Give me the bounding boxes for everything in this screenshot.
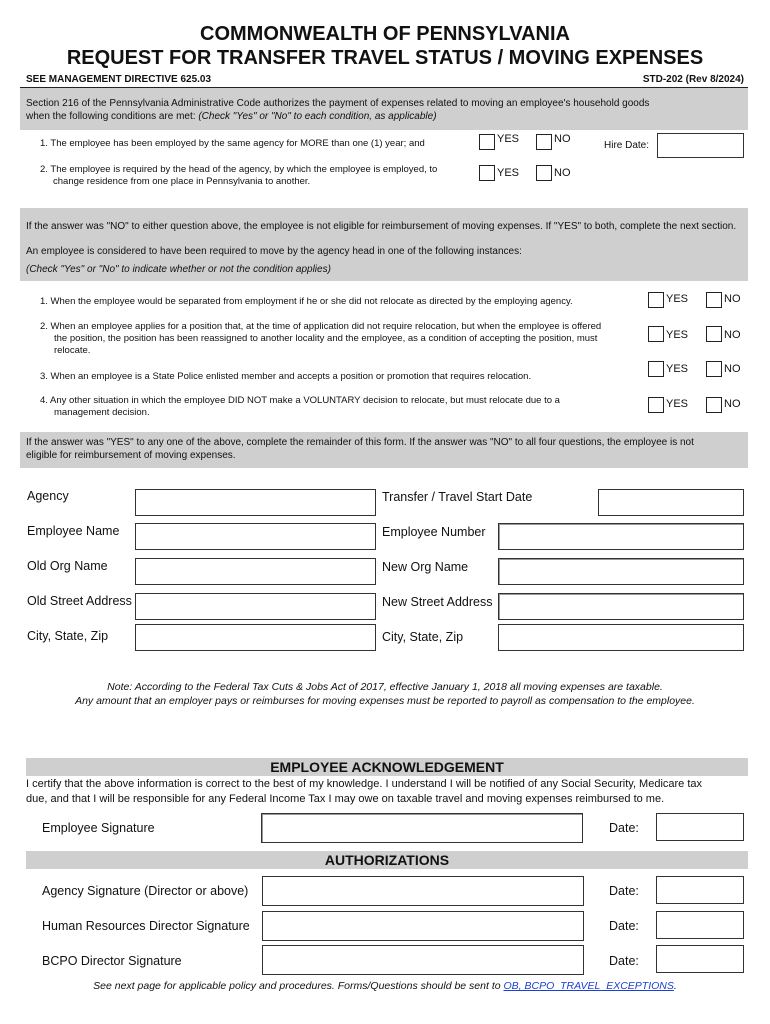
instance-q4-yes-checkbox[interactable]: [648, 397, 664, 413]
bcpo-date-field[interactable]: [656, 945, 744, 973]
employee-name-label: Employee Name: [27, 524, 120, 538]
instance-q2-yes-label: YES: [666, 329, 689, 341]
start-date-field[interactable]: [598, 489, 744, 516]
eligibility-q2-yes-checkbox[interactable]: [479, 165, 495, 181]
remainder-note-section: [20, 432, 748, 468]
hr-date-label: Date:: [609, 919, 639, 933]
employee-number-field[interactable]: [498, 523, 744, 550]
authorizations-heading: AUTHORIZATIONS: [26, 851, 748, 869]
instance-q1-no-label: NO: [724, 293, 741, 305]
hr-date-field[interactable]: [656, 911, 744, 939]
new-city-label: City, State, Zip: [382, 630, 464, 644]
instance-q3-yes-label: YES: [666, 363, 689, 375]
tax-note-line1: Note: According to the Federal Tax Cuts & Jobs Act of 2017, effective January 1, 2018 all moving expenses are taxable.: [107, 681, 663, 693]
acknowledgement-line1: I certify that the above information is correct to the best of my knowledge. I understand I will be notified of any Social Security, Medicare tax: [26, 778, 703, 790]
remainder-note-line2: eligible for reimbursement of moving expenses.: [26, 450, 236, 461]
agency-signature-field[interactable]: [262, 876, 584, 906]
intro-line2-text: when the following conditions are met:: [26, 111, 199, 122]
acknowledgement-heading: EMPLOYEE ACKNOWLEDGEMENT: [26, 758, 748, 776]
instance-q3-no-label: NO: [724, 363, 741, 375]
intro-line2-italic: (Check "Yes" or "No" to each condition, as applicable): [198, 111, 437, 122]
instance-q4-line1: 4. Any other situation in which the employee DID NOT make a VOLUNTARY decision to relocate, but must relocate due to a: [40, 395, 560, 406]
eligibility-q2-no-checkbox[interactable]: [536, 165, 552, 181]
instance-q1: 1. When the employee would be separated from employment if he or she did not relocate as directed by the employing agency.: [40, 296, 573, 307]
new-city-field[interactable]: [498, 624, 744, 651]
employee-signature-field[interactable]: [261, 813, 583, 843]
remainder-note-line1: If the answer was "YES" to any one of the above, complete the remainder of this form. If the answer was "NO" to all four questions, the employee is not: [26, 437, 694, 448]
employee-date-label: Date:: [609, 821, 639, 835]
eligibility-q2-line2: change residence from one place in Pennsylvania to another.: [53, 176, 311, 187]
employee-signature-label: Employee Signature: [42, 821, 155, 835]
start-date-label: Transfer / Travel Start Date: [382, 490, 533, 504]
instance-q1-yes-checkbox[interactable]: [648, 292, 664, 308]
footer-end: .: [673, 980, 677, 992]
eligibility-q1-no-label: NO: [554, 133, 571, 145]
form-title-line1: COMMONWEALTH OF PENNSYLVANIA: [200, 23, 570, 45]
hr-signature-label: Human Resources Director Signature: [42, 919, 250, 933]
bcpo-signature-label: BCPO Director Signature: [42, 954, 182, 968]
instance-q2-line1: 2. When an employee applies for a position that, at the time of application did not require relocation, but when the employee is offered: [40, 321, 602, 332]
eligibility-q2-no-label: NO: [554, 167, 571, 179]
hr-signature-field[interactable]: [262, 911, 584, 941]
instance-q2-no-label: NO: [724, 329, 741, 341]
instance-q4-line2: management decision.: [54, 407, 150, 418]
instance-q1-no-checkbox[interactable]: [706, 292, 722, 308]
instance-q4-no-label: NO: [724, 398, 741, 410]
agency-label: Agency: [27, 489, 69, 503]
instances-section: [20, 208, 748, 281]
new-org-field[interactable]: [498, 558, 744, 585]
directive-label: SEE MANAGEMENT DIRECTIVE 625.03: [26, 74, 212, 85]
footer-note: [0, 980, 770, 992]
old-org-field[interactable]: [135, 558, 376, 585]
instance-q2-line3: relocate.: [54, 345, 91, 356]
instance-q4-yes-label: YES: [666, 398, 689, 410]
form-title-line2: REQUEST FOR TRANSFER TRAVEL STATUS / MOVING EXPENSES: [66, 47, 704, 69]
form-id-label: STD-202 (Rev 8/2024): [642, 74, 744, 85]
footer-email-link[interactable]: OB, BCPO_TRAVEL_EXCEPTIONS: [503, 980, 674, 992]
agency-signature-label: Agency Signature (Director or above): [42, 884, 249, 898]
tax-note-line2: Any amount that an employer pays or reimburses for moving expenses must be reported to payroll as compensation to the employee.: [75, 695, 695, 707]
old-city-field[interactable]: [135, 624, 376, 651]
bcpo-signature-field[interactable]: [262, 945, 584, 975]
eligibility-q1-no-checkbox[interactable]: [536, 134, 552, 150]
hire-date-field[interactable]: [657, 133, 744, 158]
eligibility-q2-line1: 2. The employee is required by the head of the agency, by which the employee is employed, to: [40, 164, 438, 175]
bcpo-date-label: Date:: [609, 954, 639, 968]
instances-line3: (Check "Yes" or "No" to indicate whether or not the condition applies): [26, 264, 331, 275]
eligibility-q1-yes-label: YES: [497, 133, 520, 145]
eligibility-q1-yes-checkbox[interactable]: [479, 134, 495, 150]
instances-line2: An employee is considered to have been required to move by the agency head in one of the following instances:: [26, 246, 522, 257]
employee-number-label: Employee Number: [382, 525, 486, 539]
old-street-label: Old Street Address: [27, 594, 132, 608]
instance-q3: 3. When an employee is a State Police enlisted member and accepts a position or promotion that requires relocation.: [40, 371, 532, 382]
instance-q1-yes-label: YES: [666, 293, 689, 305]
eligibility-q2-yes-label: YES: [497, 167, 520, 179]
employee-date-field[interactable]: [656, 813, 744, 841]
old-street-field[interactable]: [135, 593, 376, 620]
hire-date-label: Hire Date:: [604, 140, 650, 151]
intro-section: [20, 88, 748, 130]
eligibility-q1: 1. The employee has been employed by the same agency for MORE than one (1) year; and: [40, 138, 425, 149]
instances-line1: If the answer was "NO" to either question above, the employee is not eligible for reimbursement of moving expenses. If "YES" to both, complete the next section.: [26, 221, 737, 232]
new-street-field[interactable]: [498, 593, 744, 620]
old-city-label: City, State, Zip: [27, 629, 109, 643]
instance-q3-yes-checkbox[interactable]: [648, 361, 664, 377]
agency-date-field[interactable]: [656, 876, 744, 904]
agency-date-label: Date:: [609, 884, 639, 898]
new-street-label: New Street Address: [382, 595, 493, 609]
instance-q2-yes-checkbox[interactable]: [648, 326, 664, 342]
intro-line2: [26, 111, 437, 122]
new-org-label: New Org Name: [382, 560, 469, 574]
old-org-label: Old Org Name: [27, 559, 108, 573]
acknowledgement-line2: due, and that I will be responsible for any Federal Income Tax I may owe on taxable travel and moving expenses reimbursed to me.: [26, 793, 665, 805]
instance-q2-no-checkbox[interactable]: [706, 326, 722, 342]
agency-field[interactable]: [135, 489, 376, 516]
employee-name-field[interactable]: [135, 523, 376, 550]
intro-line1: Section 216 of the Pennsylvania Administrative Code authorizes the payment of expenses related to moving an employee's household goods: [26, 98, 650, 109]
instance-q3-no-checkbox[interactable]: [706, 361, 722, 377]
footer-text: See next page for applicable policy and procedures. Forms/Questions should be sent to: [93, 980, 504, 992]
instance-q4-no-checkbox[interactable]: [706, 397, 722, 413]
instance-q2-line2: the position, the position has been reassigned to another locality and the employee, as a condition of accepting the position, must: [54, 333, 598, 344]
